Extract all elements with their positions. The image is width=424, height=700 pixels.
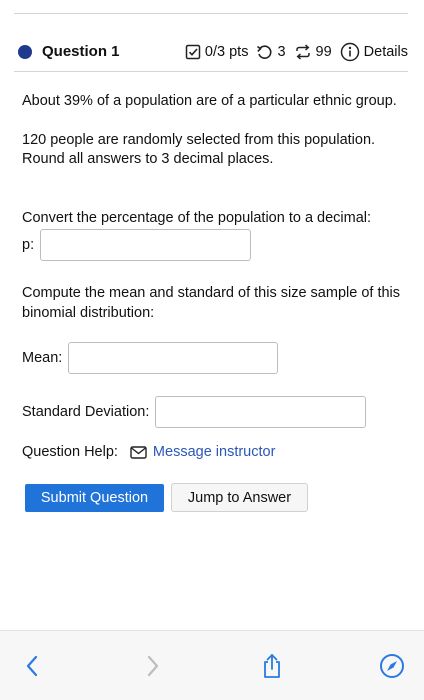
details-toggle[interactable] [340, 42, 408, 62]
question-stem-1: About 39% of a population are of a particular ethnic group. [22, 93, 397, 109]
p-field-row [22, 229, 251, 261]
message-instructor-link[interactable] [130, 444, 276, 460]
chevron-right-icon [146, 655, 160, 677]
mean-label: Mean: [22, 350, 63, 366]
attempts-count: 99 [315, 43, 332, 60]
sd-field-row [22, 396, 366, 428]
share-button[interactable] [255, 649, 289, 683]
message-instructor-text: Message instructor [152, 444, 276, 460]
repeat-icon [294, 44, 312, 60]
mean-field-row [22, 342, 278, 374]
jump-to-answer-button[interactable]: Jump to Answer [171, 483, 308, 512]
retry-icon [256, 44, 273, 60]
status-dot-icon [18, 45, 32, 59]
back-button[interactable] [15, 649, 49, 683]
checkbox-icon [185, 44, 201, 60]
compass-icon [379, 653, 405, 679]
part2-prompt: Compute the mean and standard of this size sample of this binomial distribution: [22, 285, 401, 321]
question-stem-2: 120 people are randomly selected from this population. [22, 132, 376, 148]
question-help [22, 444, 275, 460]
retries-count: 3 [277, 43, 286, 60]
top-divider [14, 13, 408, 14]
info-icon [340, 42, 360, 62]
browser-toolbar [0, 630, 424, 700]
p-input[interactable] [40, 229, 251, 261]
mail-icon [130, 446, 147, 459]
sd-label: Standard Deviation: [22, 404, 150, 420]
points-group [185, 44, 249, 60]
retries-group [256, 44, 285, 60]
question-header [14, 38, 408, 72]
chevron-left-icon [25, 655, 39, 677]
sd-input[interactable] [155, 396, 366, 428]
details-label: Details [363, 43, 408, 60]
mean-input[interactable] [68, 342, 278, 374]
attempts-group [294, 44, 332, 60]
share-icon [261, 653, 283, 679]
question-stem-3: Round all answers to 3 decimal places. [22, 151, 274, 167]
question-title: Question 1 [42, 43, 120, 60]
submit-question-button[interactable]: Submit Question [25, 484, 164, 512]
compass-button[interactable] [375, 649, 409, 683]
question-meta [185, 42, 408, 62]
points-text: 0/3 pts [204, 43, 249, 60]
forward-button[interactable] [136, 649, 170, 683]
question-help-label: Question Help: [22, 444, 118, 460]
p-label: p: [22, 237, 35, 253]
part1-prompt: Convert the percentage of the population to a decimal: [22, 210, 372, 226]
